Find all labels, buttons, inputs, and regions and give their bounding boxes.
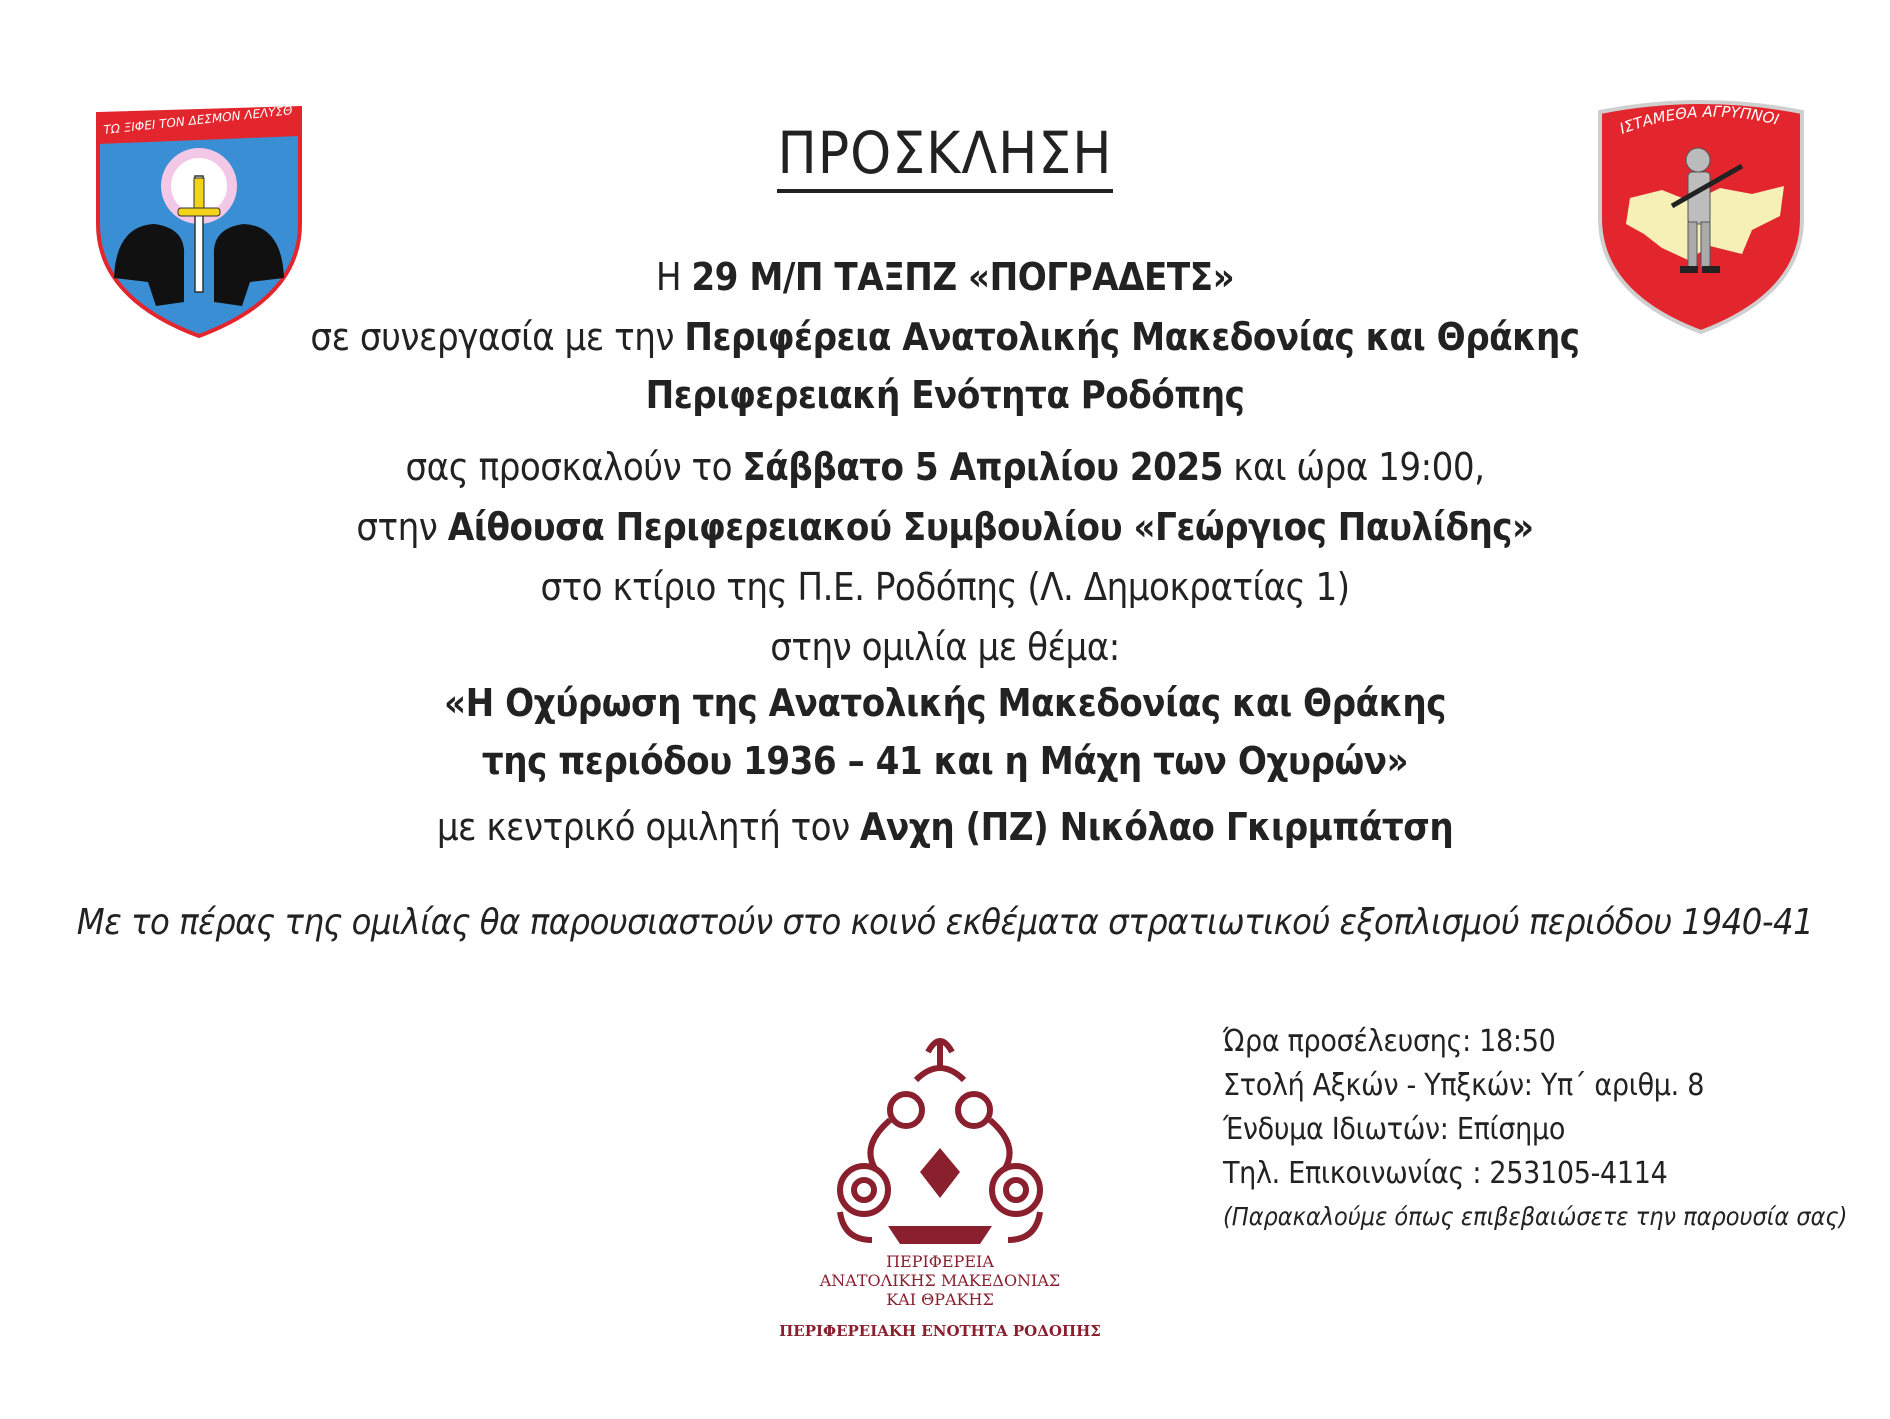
- region-logo-line1: ΠΕΡΙΦΕΡΕΙΑ: [886, 1252, 994, 1271]
- regional-unit-line: Περιφερειακή Ενότητα Ροδόπης: [645, 373, 1245, 417]
- left-emblem-motto: ΤΩ ΞΙΦΕΙ ΤΟΝ ΔΕΣΜΟΝ ΛΕΛΥΣΘ: [102, 106, 294, 137]
- exhibition-note: Με το πέρας της ομιλίας θα παρουσιαστούν στο κοινό εκθέματα στρατιωτικού εξοπλισμού περιόδου 1940-41: [76, 902, 1814, 943]
- topic-intro-line: στην ομιλία με θέμα:: [770, 625, 1120, 669]
- address-line: στο κτίριο της Π.Ε. Ροδόπης (Λ. Δημοκρατίας 1): [540, 565, 1350, 609]
- rsvp-note: (Παρακαλούμε όπως επιβεβαιώσετε την παρουσία σας): [1223, 1202, 1848, 1231]
- page-title: ΠΡΟΣΚΛΗΣΗ: [0, 118, 1890, 188]
- uniform-info: Στολή Αξκών - Υπξκών: Υπ΄ αριθμ. 8: [1223, 1068, 1705, 1103]
- right-emblem-motto: ΙΣΤΑΜΕΘΑ ΑΓΡΥΠΝΟΙ: [1617, 102, 1781, 138]
- region-logo-line2: ΑΝΑΤΟΛΙΚΗΣ ΜΑΚΕΔΟΝΙΑΣ: [819, 1271, 1061, 1290]
- dress-code: Ένδυμα Ιδιωτών: Επίσημο: [1223, 1112, 1566, 1147]
- contact-phone: Τηλ. Επικοινωνίας : 253105-4114: [1223, 1156, 1668, 1191]
- region-logo-name: [790, 1252, 1090, 1309]
- arrival-time: Ώρα προσέλευσης: 18:50: [1223, 1024, 1556, 1059]
- topic-title-line2: της περιόδου 1936 – 41 και η Μάχη των Οχυρών»: [481, 739, 1409, 783]
- date-line: σας προσκαλούν το Σάββατο 5 Απριλίου 2025 και ώρα 19:00,: [405, 445, 1485, 489]
- topic-title-line1: «Η Οχύρωση της Ανατολικής Μακεδονίας και Θράκης: [444, 681, 1446, 725]
- region-logo-line3: ΚΑΙ ΘΡΑΚΗΣ: [886, 1290, 994, 1309]
- venue-line: στην Αίθουσα Περιφερειακού Συμβουλίου «Γεώργιος Παυλίδης»: [356, 505, 1534, 549]
- speaker-line: με κεντρικό ομιλητή τον Ανχη (ΠΖ) Νικόλαο Γκιρμπάτση: [436, 805, 1454, 849]
- region-logo-unit: ΠΕΡΙΦΕΡΕΙΑΚΗ ΕΝΟΤΗΤΑ ΡΟΔΟΠΗΣ: [779, 1322, 1101, 1340]
- cooperation-line: σε συνεργασία με την Περιφέρεια Ανατολικής Μακεδονίας και Θράκης: [310, 315, 1580, 359]
- region-logo: [820, 1030, 1060, 1260]
- organizer-line: Η 29 Μ/Π ΤΑΞΠΖ «ΠΟΓΡΑΔΕΤΣ»: [655, 255, 1235, 299]
